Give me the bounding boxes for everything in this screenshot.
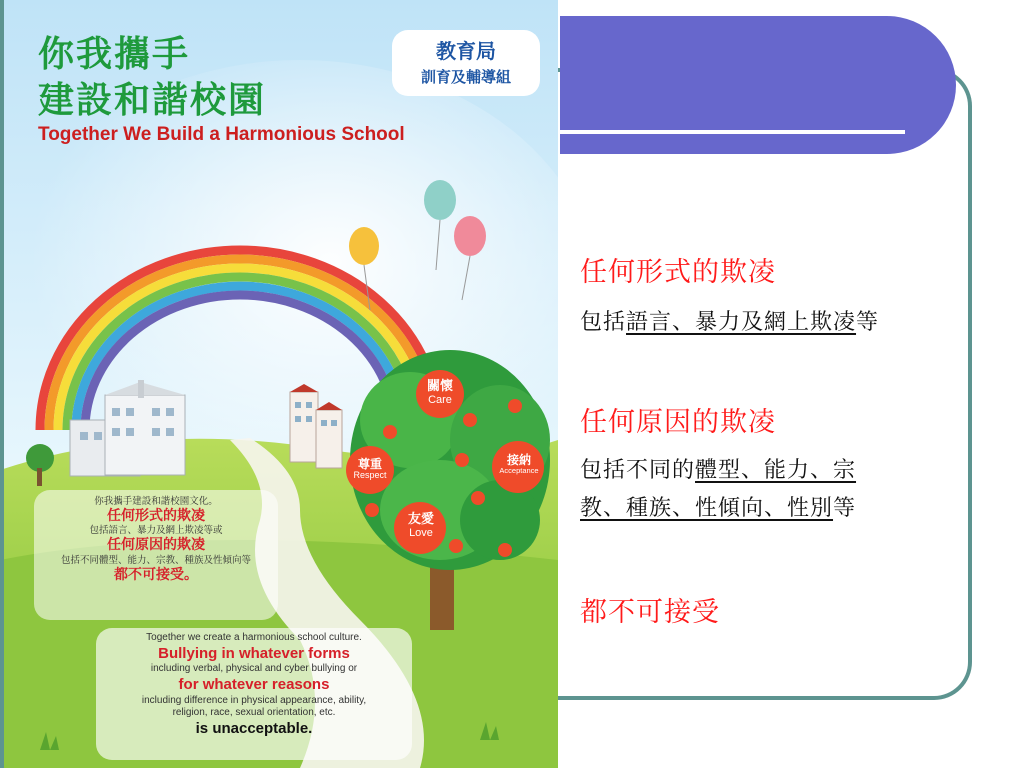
poster-chinese-message (34, 490, 278, 620)
apple-label-care (416, 380, 464, 406)
paragraph-any-reason (580, 452, 890, 528)
acceptance-en: Acceptance (499, 466, 539, 476)
poster-title-en: Together We Build a Harmonious School (38, 124, 405, 145)
en-line1: Together we create a harmonious school culture. (146, 632, 362, 643)
apple-label-love (396, 513, 446, 539)
zh-line1: 你我攜手建設和諧校園文化。 (94, 496, 218, 507)
edb-badge (392, 30, 540, 96)
care-en: Care (428, 394, 452, 407)
respect-en: Respect (353, 470, 387, 481)
acceptance-zh: 接納 (506, 453, 531, 467)
left-edge-strip (0, 0, 4, 768)
apple-label-acceptance (490, 454, 548, 475)
poster-title-zh-line2: 建設和諧校園 (38, 80, 267, 121)
zh-line4: 任何原因的欺凌 (107, 537, 205, 554)
zh-line6: 都不可接受。 (114, 566, 198, 583)
paragraph-any-form (580, 304, 890, 342)
en-line5: including difference in physical appearance, ability, (141, 694, 367, 706)
en-line7: is unacceptable. (195, 719, 313, 737)
p1-prefix: 包括 (580, 310, 627, 335)
en-line2: Bullying in whatever forms (158, 644, 350, 662)
apple-label-respect (344, 458, 396, 481)
zh-line5: 包括不同體型、能力、宗教、種族及性傾向等 (60, 554, 251, 566)
love-zh: 友愛 (407, 512, 434, 527)
p1-underlined: 語言、暴力及網上欺凌 (626, 310, 857, 335)
en-line4: for whatever reasons (178, 675, 330, 693)
poster-title-zh-line1: 你我攜手 (38, 34, 191, 75)
en-line3: including verbal, physical and cyber bullying or (150, 663, 358, 675)
badge-line1: 教育局 (436, 39, 496, 63)
p2-underlined: 體型、能力、宗教、種族、性傾向、性別 (580, 458, 857, 521)
care-zh: 關懷 (426, 379, 453, 394)
p2-suffix: 等 (833, 496, 857, 521)
zh-line3: 包括語言、暴力及網上欺凌等或 (89, 525, 223, 537)
zh-line2: 任何形式的欺凌 (107, 507, 205, 524)
poster-english-message (96, 628, 412, 760)
title-rule (560, 130, 905, 134)
love-en: Love (409, 527, 433, 540)
p2-prefix: 包括不同的 (580, 458, 696, 483)
heading-any-form: 任何形式的欺凌 (580, 257, 776, 288)
heading-any-reason: 任何原因的欺凌 (580, 407, 776, 438)
p1-suffix: 等 (856, 310, 880, 335)
badge-line2: 訓育及輔導組 (420, 68, 511, 86)
en-line6: religion, race, sexual orientation, etc. (172, 707, 336, 718)
heading-unacceptable: 都不可接受 (580, 597, 720, 628)
respect-zh: 尊重 (357, 457, 382, 471)
